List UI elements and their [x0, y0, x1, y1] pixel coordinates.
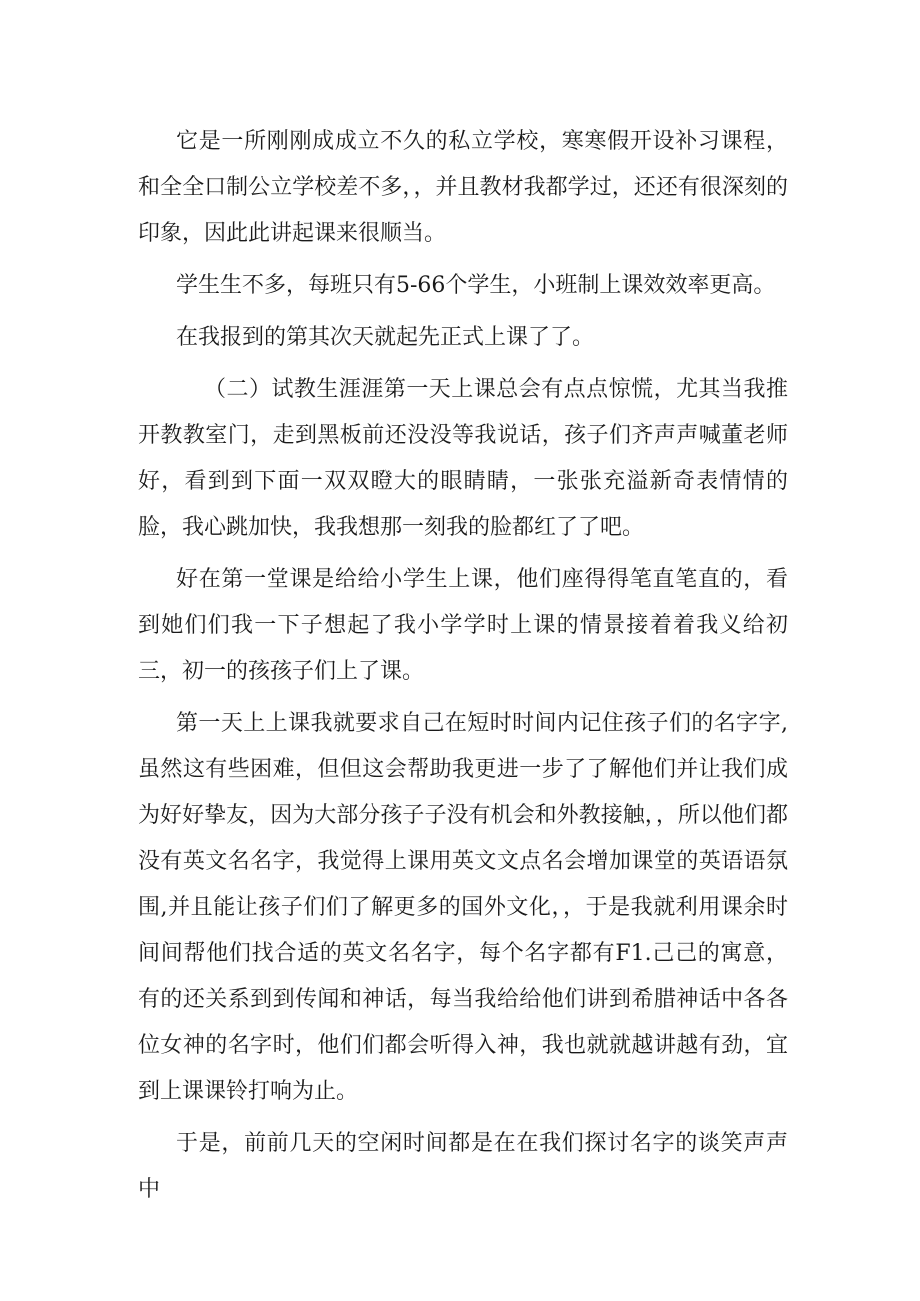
paragraph-1: 它是一所刚刚成成立不久的私立学校，寒寒假开设补习课程，和全全口制公立学校差不多，，并且教材我都学过，还还有很深刻的印象，因此此讲起课来很顺当。	[138, 129, 788, 246]
paragraph-6: 第一天上上课我就要求自己在短时时间内记住孩子们的名字字,虽然这有些困难，但但这会帮助我更进一步了了解他们并让我们成为好好挚友，因为大部分孩子子没有机会和外教接触，，所以他们都没有英文名名字，我觉得上课用英文文点名会增加课堂的英语语氛围,并且能让孩子们们了解更多的国外文化，，于是我就利用课余时间间帮他们找合适的英文名名字，每个名字都有F1.己己的寓意，有的还关系到到传闻和神话，每当我给给他们讲到希腊神话中各各位女神的名字时，他们们都会听得入神，我也就就越讲越有劲，宜到上课课铃打响为止。	[138, 711, 788, 1104]
paragraph-2: 学生生不多，每班只有5-66个学生，小班制上课效效率更高。	[176, 273, 776, 298]
paragraph-5: 好在第一堂课是给给小学生上课，他们座得得笔直笔直的，看到她们们我一下子想起了我小学学时上课的情景接着着我义给初三，初一的孩孩子们上了课。	[138, 567, 788, 684]
paragraph-7: 于是，前前几天的空闲时间都是在在我们探讨名字的谈笑声声中	[138, 1131, 788, 1202]
document-body	[138, 119, 788, 1213]
paragraph-3: 在我报到的第其次天就起先正式上课了了。	[176, 325, 595, 350]
paragraph-4: （二）试教生涯涯第一天上课总会有点点惊慌，尤其当我推开教教室门，走到黑板前还没没等我说话，孩子们齐声声喊董老师好，看到到下面一双双瞪大的眼睛睛，一张张充溢新奇表情情的脸，我心跳加快，我我想那一刻我的脸都红了了吧。	[138, 377, 788, 540]
